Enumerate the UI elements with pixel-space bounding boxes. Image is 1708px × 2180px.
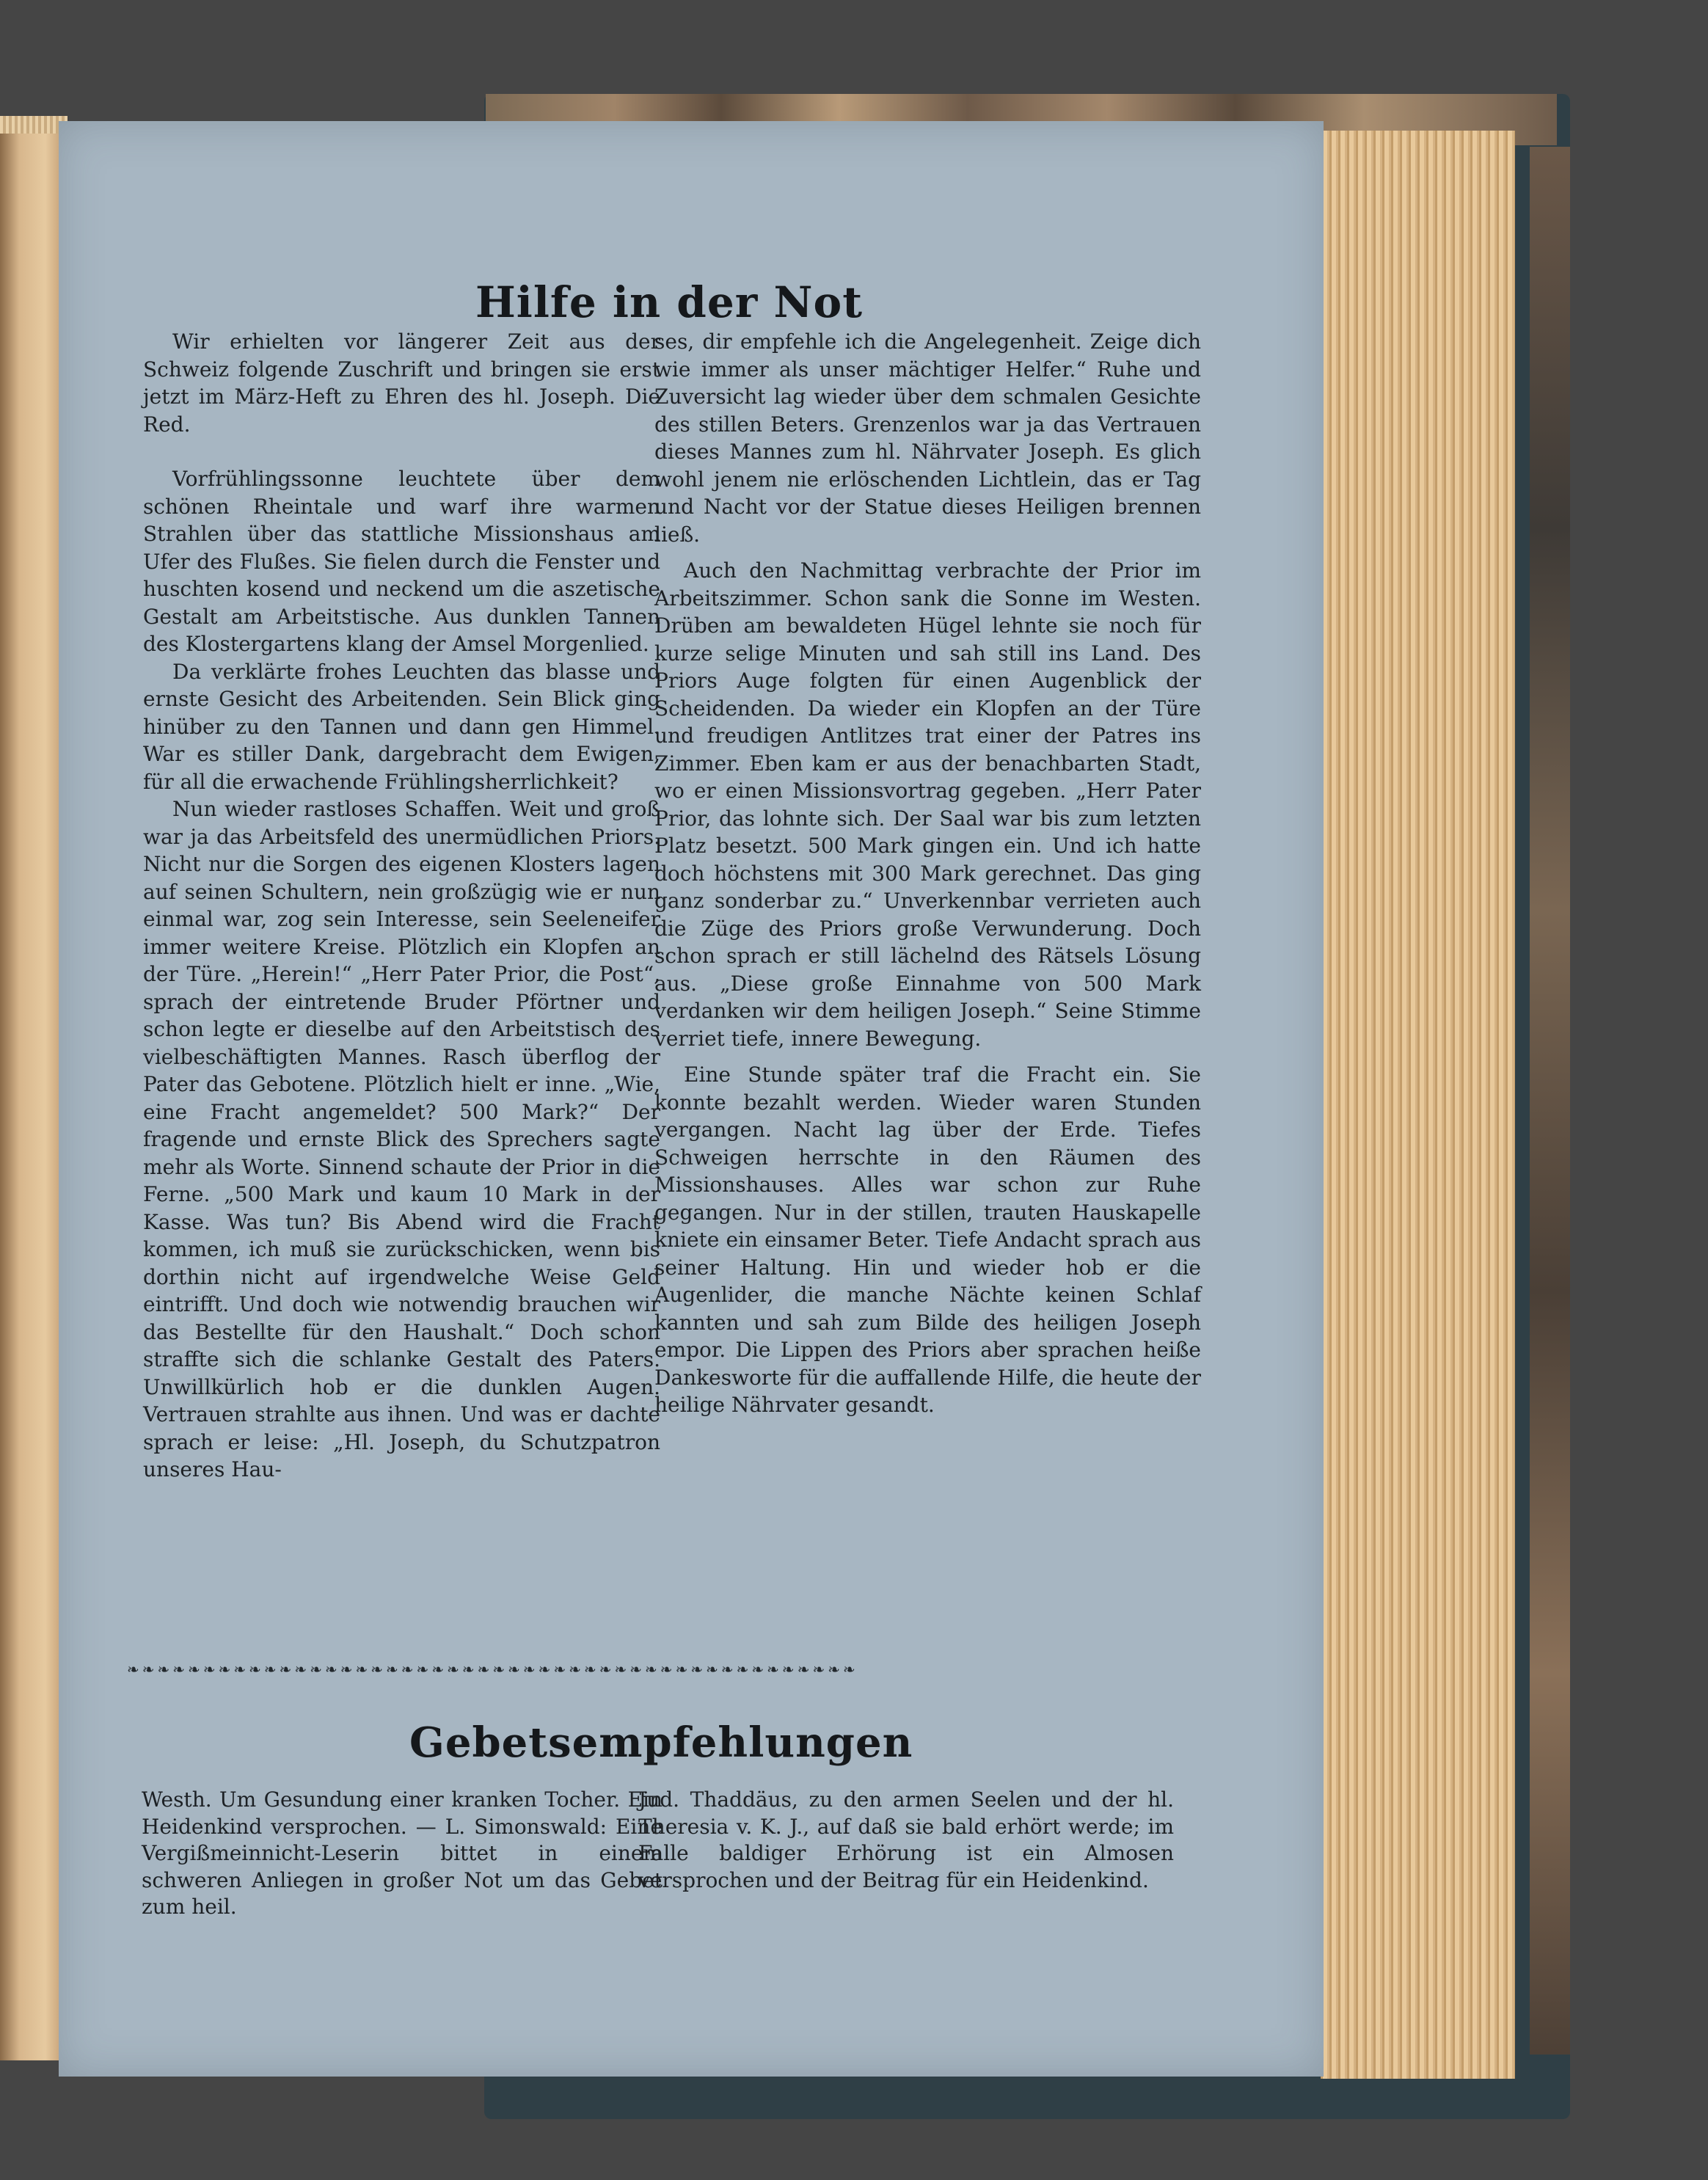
facing-page-edge (0, 116, 65, 2060)
ornament-glyph: ❧ (720, 1660, 736, 1678)
ornament-glyph: ❧ (660, 1660, 675, 1678)
ornament-glyph: ❧ (263, 1660, 279, 1678)
ornament-glyph: ❧ (401, 1660, 416, 1678)
ornament-glyph: ❧ (492, 1660, 508, 1678)
ornament-glyph: ❧ (599, 1660, 614, 1678)
article-paragraph: ses, dir empfehle ich die Angelegenheit. Zeige dich wie immer als unser mächtiger Helfer.“ Ruhe und Zuversicht lag wieder über dem schmalen Gesichte des stillen Beters. Grenzenlos war ja das Vertrauen dieses Mannes zum hl. Nährvater Joseph. Es glich wohl jenem nie erlöschenden Lichtlein, das er Tag und Nacht vor der Statue dieses Heiligen brennen ließ. (654, 329, 1201, 547)
ornament-glyph: ❧ (751, 1660, 767, 1678)
article-paragraph: Eine Stunde später traf die Fracht ein. Sie konnte bezahlt werden. Wieder waren Stunden vergangen. Nacht lag über der Erde. Tiefes Schweigen herrschte in den Räumen des Missionshauses. Alles war schon zur Ruhe gegangen. Nur in der stillen, trauten Hauskapelle kniete ein einsamer Beter. Tiefe Andacht sprach aus seiner Haltung. Hin und wieder hob er die Augenlider, die manche Nächte keinen Schlaf kannten und sah zum Bilde des heiligen Joseph empor. Die Lippen des Priors aber sprachen heiße Dankesworte für die auffallende Hilfe, die heute der heilige Nährvater gesandt. (654, 1062, 1201, 1417)
prayers-paragraph: Jud. Thaddäus, zu den armen Seelen und der hl. Theresia v. K. J., auf daß sie bald erhört werde; im Falle baldiger Erhörung ist ein Almosen versprochen und der Beitrag für ein Heidenkind. (638, 1787, 1174, 1892)
prayers-column-right (638, 1787, 1174, 1894)
ornament-glyph: ❧ (371, 1660, 386, 1678)
article-paragraph: Vorfrühlingssonne leuchtete über dem schönen Rheintale und warf ihre warmen Strahlen über das stattliche Missionshaus am Ufer des Flußes. Sie fielen durch die Fenster und huschten kosend und neckend um die aszetische Gestalt am Arbeitstische. Aus dunklen Tannen des Klostergartens klang der Amsel Morgenlied. (143, 467, 660, 656)
ornament-glyph: ❧ (355, 1660, 371, 1678)
ornament-glyph: ❧ (583, 1660, 599, 1678)
ornament-glyph: ❧ (553, 1660, 569, 1678)
ornament-glyph: ❧ (828, 1660, 842, 1678)
ornament-glyph: ❧ (690, 1660, 706, 1678)
prayers-paragraph: Westh. Um Gesundung einer kranken Tocher. Ein Heidenkind versprochen. — L. Simonswald: Eine Vergißmeinnicht-Leserin bittet in einem schweren Anliegen in großer Not um das Gebet zum heil. (142, 1787, 663, 1919)
ornament-glyph: ❧ (767, 1660, 781, 1678)
ornament-glyph: ❧ (522, 1660, 538, 1678)
prayers-column-left (142, 1787, 663, 1921)
ornament-glyph: ❧ (386, 1660, 401, 1678)
article-title: Hilfe in der Not (475, 277, 864, 327)
ornament-glyph: ❧ (188, 1660, 202, 1678)
magazine-page (59, 121, 1324, 2077)
ornament-glyph: ❧ (157, 1660, 172, 1678)
ornament-glyph: ❧ (614, 1660, 629, 1678)
ornament-glyph: ❧ (508, 1660, 522, 1678)
ornament-glyph: ❧ (447, 1660, 461, 1678)
ornament-glyph: ❧ (233, 1660, 249, 1678)
article-column-left (143, 328, 660, 1484)
ornament-glyph: ❧ (416, 1660, 431, 1678)
article-paragraph: Auch den Nachmittag verbrachte der Prior im Arbeitszimmer. Schon sank die Sonne im Westen. Drüben am bewaldeten Hügel lehnte sie noch für kurze selige Minuten und sah still ins Land. Des Priors Auge folgten für einen Augenblick der Scheidenden. Da wieder ein Klopfen an der Türe und freudigen Antlitzes trat einer der Patres ins Zimmer. Eben kam er aus der benachbarten Stadt, wo er einen Missionsvortrag gegeben. „Herr Pater Prior, das lohnte sich. Der Saal war bis zum letzten Platz besetzt. 500 Mark gingen ein. Und ich hatte doch höchstens mit 300 Mark gerechnet. Das ging ganz sonderbar zu.“ Unverkennbar verrieten auch die Züge des Priors große Verwunderung. Doch schon sprach er still lächelnd des Rätsels Lösung aus. „Diese große Einnahme von 500 Mark verdanken wir dem heiligen Joseph.“ Seine Stimme verriet tiefe, innere Bewegung. (654, 558, 1201, 1051)
article-column-right (654, 328, 1201, 1419)
ornament-glyph: ❧ (431, 1660, 447, 1678)
ornament-glyph: ❧ (675, 1660, 690, 1678)
ornament-glyph: ❧ (645, 1660, 660, 1678)
ornament-glyph: ❧ (797, 1660, 812, 1678)
ornament-glyph: ❧ (294, 1660, 310, 1678)
ornament-glyph: ❧ (310, 1660, 324, 1678)
prayers-title: Gebetsempfehlungen (409, 1718, 913, 1767)
ornament-glyph: ❧ (461, 1660, 477, 1678)
ornament-glyph: ❧ (249, 1660, 263, 1678)
ornament-glyph: ❧ (142, 1660, 157, 1678)
article-paragraph: Wir erhielten vor längerer Zeit aus der Schweiz folgende Zuschrift und bringen sie erst jetzt im März-Heft zu Ehren des hl. Joseph. Die Red. (143, 329, 660, 437)
marbled-side-edge (1530, 147, 1570, 2055)
ornamental-divider (127, 1658, 1191, 1680)
ornament-glyph: ❧ (538, 1660, 553, 1678)
ornament-glyph: ❧ (202, 1660, 218, 1678)
ornament-glyph: ❧ (812, 1660, 828, 1678)
article-paragraph: Da verklärte frohes Leuchten das blasse und ernste Gesicht des Arbeitenden. Sein Blick ging hinüber zu den Tannen und dann gen Himmel. War es stiller Dank, dargebracht dem Ewigen, für all die erwachende Frühlingsherrlichkeit? (143, 659, 660, 794)
ornament-glyph: ❧ (706, 1660, 720, 1678)
ornament-glyph: ❧ (842, 1660, 858, 1678)
article-paragraph: Nun wieder rastloses Schaffen. Weit und groß war ja das Arbeitsfeld des unermüdlichen Priors. Nicht nur die Sorgen des eigenen Klosters lagen auf seinen Schultern, nein großzügig wie er nun einmal war, zog sein Interesse, sein Seeleneifer immer weitere Kreise. Plötzlich ein Klopfen an der Türe. „Herein!“ „Herr Pater Prior, die Post“, sprach der eintretende Bruder Pförtner und schon legte er dieselbe auf den Arbeitstisch des vielbeschäftigten Mannes. Rasch überflog der Pater das Gebotene. Plötzlich hielt er inne. „Wie, eine Fracht angemeldet? 500 Mark?“ Der fragende und ernste Blick des Sprechers sagte mehr als Worte. Sinnend schaute der Prior in die Ferne. „500 Mark und kaum 10 Mark in der Kasse. Was tun? Bis Abend wird die Fracht kommen, ich muß sie zurückschicken, wenn bis dorthin nicht auf irgendwelche Weise Geld eintrifft. Und doch wie notwendig brauchen wir das Bestellte für den Haushalt.“ Doch schon straffte sich die schlanke Gestalt des Paters. Unwillkürlich hob er die dunklen Augen. Vertrauen strahlte aus ihnen. Und was er dachte sprach er leise: „Hl. Joseph, du Schutzpatron unseres Hau- (143, 797, 660, 1481)
ornament-glyph: ❧ (218, 1660, 233, 1678)
ornament-glyph: ❧ (736, 1660, 751, 1678)
ornament-glyph: ❧ (279, 1660, 294, 1678)
ornament-glyph: ❧ (127, 1660, 142, 1678)
ornament-glyph: ❧ (629, 1660, 645, 1678)
ornament-glyph: ❧ (340, 1660, 355, 1678)
ornament-glyph: ❧ (324, 1660, 340, 1678)
page-block-edges (1321, 131, 1515, 2079)
ornament-glyph: ❧ (781, 1660, 797, 1678)
bookmark-ribbon (0, 116, 67, 134)
ornament-glyph: ❧ (477, 1660, 492, 1678)
ornament-glyph: ❧ (172, 1660, 188, 1678)
ornament-glyph: ❧ (569, 1660, 583, 1678)
